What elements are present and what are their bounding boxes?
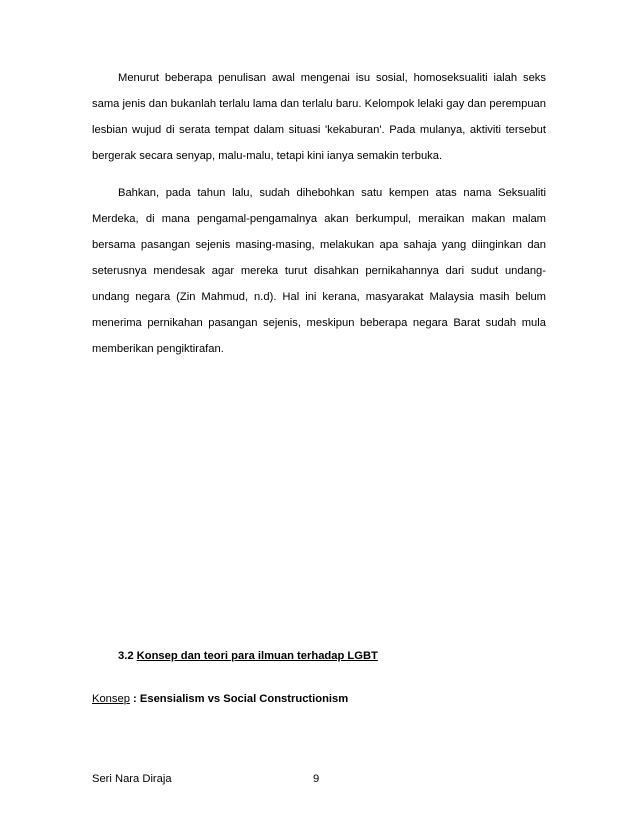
subsection-title: Esensialism vs Social Constructionism bbox=[139, 693, 349, 705]
footer-page-number: 9 bbox=[313, 773, 320, 785]
subsection-heading bbox=[92, 693, 348, 705]
footer-author: Seri Nara Diraja bbox=[92, 773, 172, 785]
body-paragraph-2: Bahkan, pada tahun lalu, sudah dihebohkan satu kempen atas nama Seksualiti Merdeka, di mana pengamal-pengamalnya akan berkumpul, meraikan makan malam bersama pasangan sejenis masing-masing, melakukan apa sahaja yang diinginkan dan seterusnya mendesak agar mereka turut disahkan pernikahannya dari sudut undang-undang negara (Zin Mahmud, n.d). Hal ini kerana, masyarakat Malaysia masih belum menerima pernikahan pasangan sejenis, meskipun beberapa negara Barat sudah mula memberikan pengiktirafan. bbox=[92, 187, 546, 355]
body-paragraph-1: Menurut beberapa penulisan awal mengenai isu sosial, homoseksualiti ialah seks sama jenis dan bukanlah terlalu lama dan terlalu baru. Kelompok lelaki gay dan perempuan lesbian wujud di serata tempat dalam situasi 'kekaburan'. Pada mulanya, aktiviti tersebut bergerak secara senyap, malu-malu, tetapi kini ianya semakin terbuka. bbox=[92, 72, 546, 162]
subsection-label: Konsep bbox=[92, 693, 130, 705]
section-heading bbox=[118, 650, 378, 662]
section-title: Konsep dan teori para ilmuan terhadap LGBT bbox=[136, 650, 378, 662]
subsection-separator: : bbox=[129, 693, 140, 705]
section-number: 3.2 bbox=[118, 650, 134, 662]
